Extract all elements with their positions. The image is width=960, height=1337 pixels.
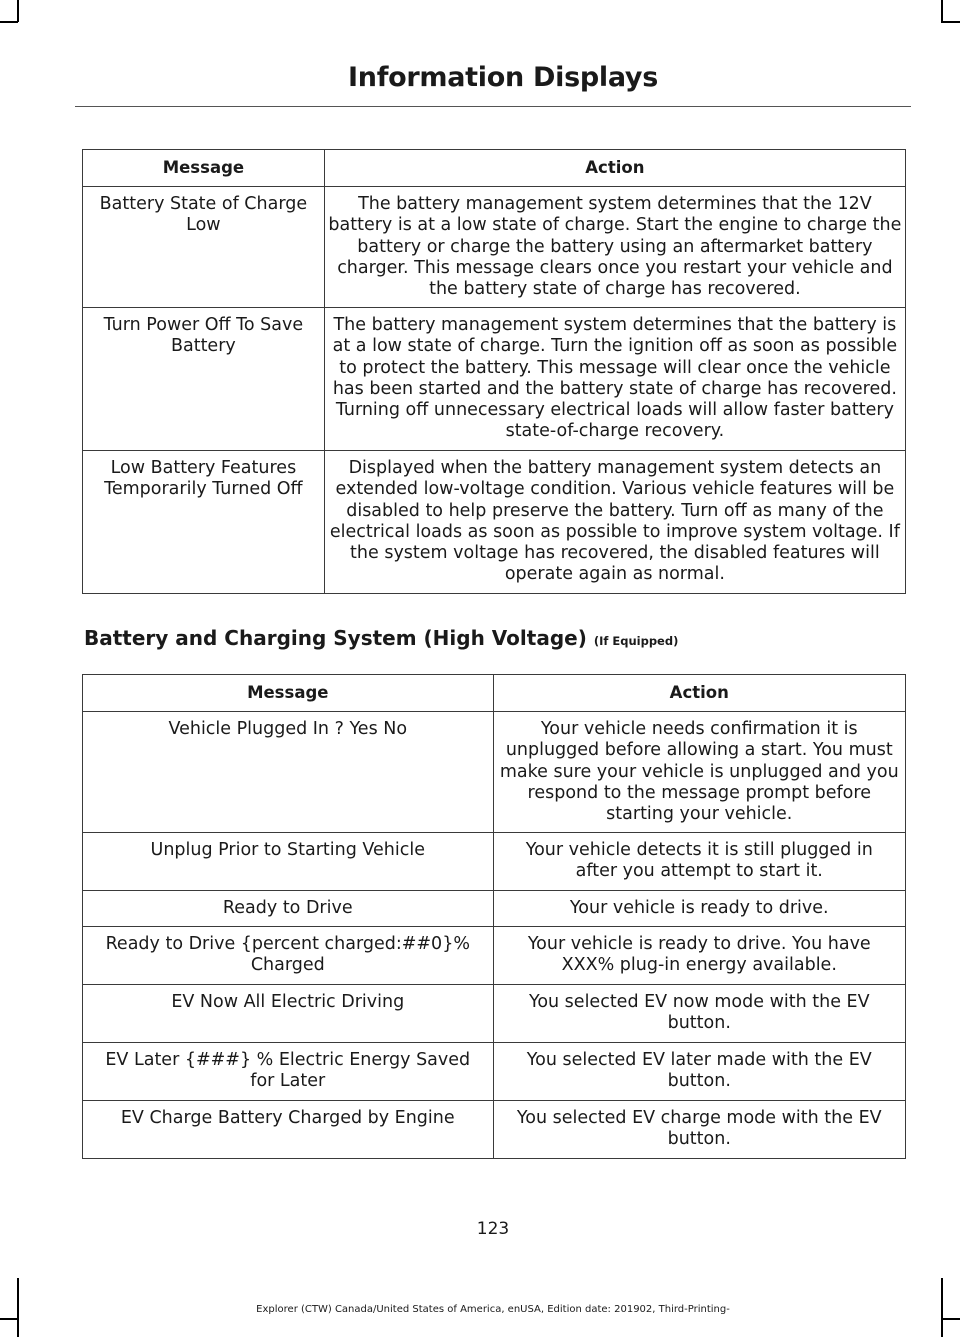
column-header-action: Action <box>493 675 905 712</box>
table-row <box>83 308 906 451</box>
message-cell: Ready to Drive <box>83 891 494 927</box>
table-row <box>83 451 906 594</box>
high-voltage-message-table <box>82 674 906 1159</box>
action-cell: You selected EV now mode with the EV button. <box>493 985 905 1043</box>
table-row <box>83 1043 906 1101</box>
column-header-message: Message <box>83 150 325 187</box>
column-header-message: Message <box>83 675 494 712</box>
message-cell: Vehicle Plugged In ? Yes No <box>83 712 494 833</box>
table-header-row <box>83 150 906 187</box>
crop-mark-top-right <box>941 0 943 22</box>
column-header-action: Action <box>324 150 905 187</box>
action-cell: Your vehicle is ready to drive. <box>493 891 905 927</box>
table-header-row <box>83 675 906 712</box>
message-cell: EV Later {###} % Electric Energy Saved for Later <box>83 1043 494 1101</box>
action-cell: You selected EV charge mode with the EV button. <box>493 1101 905 1159</box>
crop-mark-top-left <box>17 0 19 22</box>
message-cell: Turn Power Off To Save Battery <box>83 308 325 451</box>
message-cell: Low Battery Features Temporarily Turned Off <box>83 451 325 594</box>
table-row <box>83 1101 906 1159</box>
message-cell: EV Charge Battery Charged by Engine <box>83 1101 494 1159</box>
action-cell: The battery management system determines that the 12V battery is at a low state of charge. Start the engine to charge the battery or charge the battery using an aftermarket battery charger. This message clears once you restart your vehicle and the battery state of charge has recovered. <box>324 187 905 308</box>
edition-footer: Explorer (CTW) Canada/United States of America, enUSA, Edition date: 201902, Third-Printing- <box>256 1304 730 1315</box>
crop-mark-top-left-h <box>0 21 18 23</box>
crop-mark-top-right-h <box>941 21 960 23</box>
action-cell: Your vehicle needs confirmation it is unplugged before allowing a start. You must make sure your vehicle is unplugged and you respond to the message prompt before starting your vehicle. <box>493 712 905 833</box>
action-cell: Your vehicle detects it is still plugged in after you attempt to start it. <box>493 833 905 891</box>
table-row <box>83 187 906 308</box>
page-number: 123 <box>476 1219 510 1239</box>
message-cell: Battery State of Charge Low <box>83 187 325 308</box>
section-qualifier: (If Equipped) <box>593 634 679 648</box>
message-cell: EV Now All Electric Driving <box>83 985 494 1043</box>
low-voltage-message-table <box>82 149 906 594</box>
message-cell: Unplug Prior to Starting Vehicle <box>83 833 494 891</box>
table-row <box>83 985 906 1043</box>
page-title: Information Displays <box>348 62 658 93</box>
action-cell: Displayed when the battery management system detects an extended low-voltage condition. Various vehicle features will be disabled to help preserve the battery. Turn off as many of the electrical loads as soon as possible to improve system voltage. If the system voltage has recovered, the disabled features will operate again as normal. <box>324 451 905 594</box>
table-row <box>83 927 906 985</box>
section-heading <box>84 626 678 650</box>
title-divider <box>75 106 911 107</box>
action-cell: You selected EV later made with the EV button. <box>493 1043 905 1101</box>
crop-mark-bottom-left-h <box>0 1318 18 1320</box>
table-row <box>83 712 906 833</box>
action-cell: Your vehicle is ready to drive. You have XXX% plug-in energy available. <box>493 927 905 985</box>
table-row <box>83 833 906 891</box>
section-title: Battery and Charging System (High Voltage) <box>84 626 587 650</box>
table-row <box>83 891 906 927</box>
action-cell: The battery management system determines that the battery is at a low state of charge. Turn the ignition off as soon as possible to protect the battery. This message will clear once the vehicle has been started and the battery state of charge has recovered. Turning off unnecessary electrical loads will allow faster battery state-of-charge recovery. <box>324 308 905 451</box>
crop-mark-bottom-right-h <box>941 1318 960 1320</box>
message-cell: Ready to Drive {percent charged:##0}% Charged <box>83 927 494 985</box>
